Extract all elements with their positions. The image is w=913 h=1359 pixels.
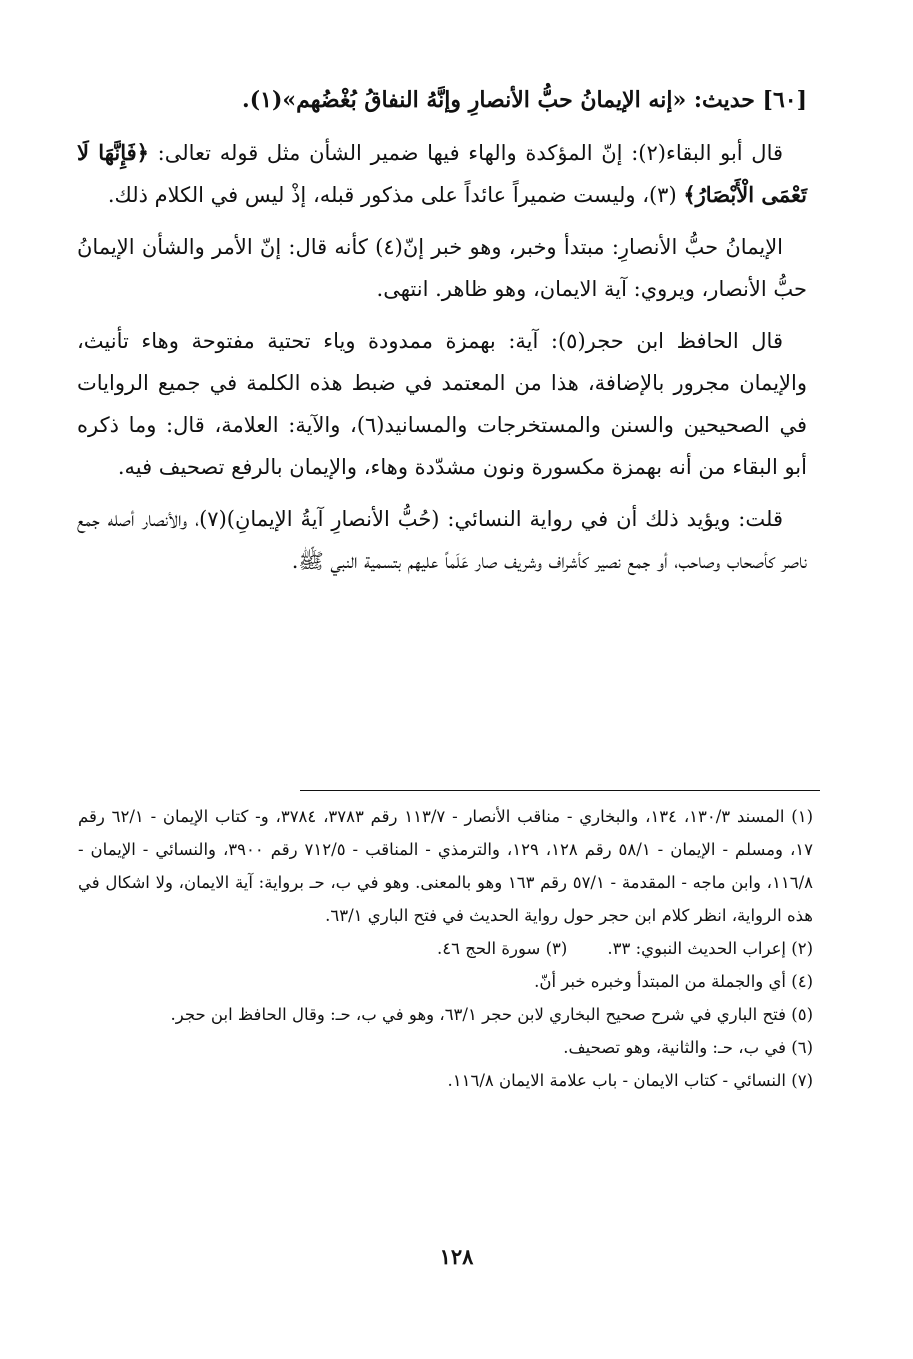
main-text <box>77 80 807 592</box>
footnote-divider <box>300 790 820 791</box>
footnote-3: (٣) سورة الحج ٤٦. <box>436 939 568 958</box>
paragraph-abu-al-baqa-after: (٣)، وليست ضميراً عائداً على مذكور قبله، إذْ ليس في الكلام ذلك. <box>107 183 677 207</box>
footnote-5: (٥) فتح الباري في شرح صحيح البخاري لابن حجر ٦٣/١، وهو في ب، حـ: وقال الحافظ ابن حجر. <box>170 1005 813 1024</box>
page-number: ١٢٨ <box>439 1244 474 1269</box>
paragraph-ibn-hajar: قال الحافظ ابن حجر(٥): آية: بهمزة ممدودة وياء تحتية مفتوحة وهاء تأنيث، والإيمان مجرور بالإضافة، هذا من المعتمد في ضبط هذه الكلمة في جميع الروايات في الصحيحين والسنن والمستخرجات والمسانيد(٦)، والآية: العلامة، قال: وما ذكره أبو البقاء من أنه بهمزة مكسورة ونون مشدّدة وهاء، والإيمان بالرفع تصحيف فيه. <box>77 329 807 479</box>
paragraph-abu-al-baqa <box>77 132 807 216</box>
footnote-row-2-3 <box>78 932 813 965</box>
footnote-2: (٢) إعراب الحديث النبوي: ٣٣. <box>607 939 813 958</box>
hadith-heading: [٦٠] حديث: «إنه الإيمانُ حبُّ الأنصارِ وإنَّهُ النفاقُ بُغْضُهم»(١). <box>242 87 807 113</box>
paragraph-qultu: قلت: ويؤيد ذلك أن في رواية النسائي: (حُبُّ الأنصارِ آيةُ الإيمانِ)(٧)، والأنصار أصله جمع ناصر كأصحاب وصاحب، أو جمع نصير كأشراف وشريف صار عَلَماً عليهم بتسمية النبي ﷺ. <box>77 507 807 573</box>
footnote-1: (١) المسند ١٣٠/٣، ١٣٤، والبخاري - مناقب الأنصار - ١١٣/٧ رقم ٣٧٨٣، ٣٧٨٤، و- كتاب الإيمان - ٦٢/١ رقم ١٧، ومسلم - الإيمان - ٥٨/١ رقم ١٢٨، ١٢٩، والترمذي - المناقب - ٧١٢/٥ رقم ٣٩٠٠، والنسائي - الإيمان - ١١٦/٨، وابن ماجه - المقدمة - ٥٧/١ رقم ١٦٣ وهو بالمعنى. وهو في ب، حـ برواية: آية الايمان، ولا اشكال في هذه الرواية، انظر كلام ابن حجر حول رواية الحديث في فتح الباري ٦٣/١. <box>78 807 814 925</box>
footnote-4: (٤) أي والجملة من المبتدأ وخبره خبر أنّ. <box>534 972 813 991</box>
footnotes <box>78 800 813 1097</box>
paragraph-abu-al-baqa-before: قال أبو البقاء(٢): إنّ المؤكدة والهاء فيها ضمير الشأن مثل قوله تعالى: <box>148 141 784 165</box>
footnote-6: (٦) في ب، حـ: والثانية، وهو تصحيف. <box>563 1038 813 1057</box>
paragraph-iman-hubb-al-ansar: الإيمانُ حبُّ الأنصارِ: مبتدأ وخبر، وهو خبر إنّ(٤) كأنه قال: إنّ الأمر والشأن الإيمانُ حبُّ الأنصار، ويروي: آية الايمان، وهو ظاهر. انتهى. <box>77 235 807 301</box>
quran-verse: ﴿فَإِنَّهَا لَا تَعْمَى الْأَبْصَارُ﴾ <box>77 140 807 207</box>
footnote-7: (٧) النسائي - كتاب الايمان - باب علامة الايمان ١١٦/٨. <box>447 1071 813 1090</box>
